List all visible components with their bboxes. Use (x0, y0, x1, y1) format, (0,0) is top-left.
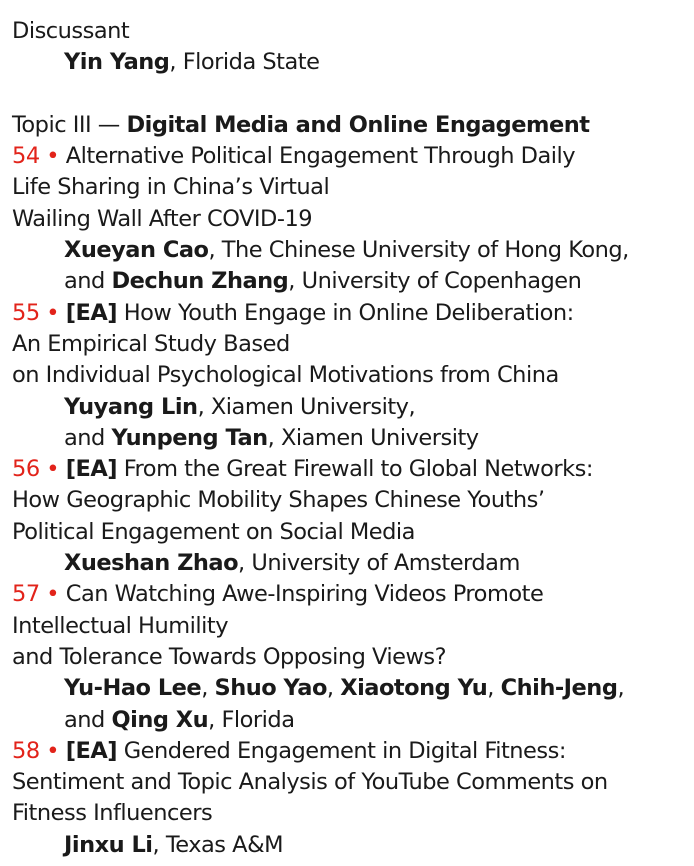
discussant-author (12, 47, 684, 78)
topic-prefix: Topic III — (12, 111, 127, 138)
author-affiliation: , University of Amsterdam (238, 550, 520, 577)
author-line (12, 673, 684, 704)
author-line (12, 705, 684, 736)
author-affiliation: , Xiamen University, (197, 393, 416, 420)
title-line (12, 360, 684, 391)
author-name: Xiaotong Yu (340, 675, 488, 702)
title-line (12, 579, 684, 610)
ea-badge: [EA] (65, 456, 118, 483)
paper-title-text: How Youth Engage in Online Deliberation: (117, 299, 574, 326)
author-name: Dechun Zhang (111, 268, 289, 295)
author-conjunction: and (64, 268, 112, 295)
paper-number: 57 (12, 581, 47, 608)
title-line (12, 141, 684, 172)
ea-badge: [EA] (65, 737, 118, 764)
title-line (12, 767, 684, 798)
paper-title-text: From the Great Firewall to Global Networks: (117, 456, 593, 483)
author-affiliation: , University of Copenhagen (288, 268, 582, 295)
topic-title: Digital Media and Online Engagement (126, 111, 590, 138)
paper-title-text: Gendered Engagement in Digital Fitness: (117, 737, 566, 764)
author-affiliation: , (617, 675, 625, 702)
author-name: Xueshan Zhao (64, 550, 239, 577)
paper-title-text: Life Sharing in China’s Virtual (12, 174, 330, 201)
paper-title-text: Sentiment and Topic Analysis of YouTube Comments on (12, 769, 608, 796)
title-line (12, 485, 684, 516)
author-name: Xueyan Cao (64, 237, 209, 264)
title-line (12, 798, 684, 829)
title-line (12, 736, 684, 767)
paper-number: 55 (12, 299, 47, 326)
author-line (12, 392, 684, 423)
title-line (12, 642, 684, 673)
title-line (12, 517, 684, 548)
bullet-icon: • (46, 299, 60, 326)
author-separator: , (326, 675, 341, 702)
author-line (12, 266, 684, 297)
author-separator: , (487, 675, 501, 702)
author-affiliation: , Xiamen University (267, 424, 479, 451)
paper-entry (12, 141, 684, 297)
author-affiliation: , Florida State (169, 49, 320, 76)
bullet-icon: • (46, 143, 60, 170)
paper-number: 58 (12, 737, 47, 764)
paper-number: 54 (12, 143, 47, 170)
author-name: Jinxu Li (64, 831, 153, 858)
author-line (12, 830, 684, 861)
paper-entry (12, 298, 684, 454)
paper-title-text: on Individual Psychological Motivations from China (12, 362, 559, 389)
author-name: Yin Yang (64, 49, 170, 76)
ea-badge: [EA] (65, 299, 118, 326)
paper-title-text: Can Watching Awe-Inspiring Videos Promote (65, 581, 544, 608)
paper-title-text: Alternative Political Engagement Through Daily (65, 143, 576, 170)
author-line (12, 235, 684, 266)
author-conjunction: and (64, 424, 112, 451)
title-line (12, 172, 684, 203)
paper-entry (12, 736, 684, 861)
spacer (12, 79, 684, 110)
title-line (12, 611, 684, 642)
paper-title-text: An Empirical Study Based (12, 330, 290, 357)
author-affiliation: , Florida (208, 706, 295, 733)
bullet-icon: • (46, 456, 60, 483)
discussant-label: Discussant (12, 18, 130, 44)
paper-title-text: Fitness Influencers (12, 800, 213, 827)
author-line (12, 548, 684, 579)
paper-title-text: Political Engagement on Social Media (12, 518, 415, 545)
paper-entry (12, 454, 684, 579)
paper-title-text: Intellectual Humility (12, 612, 229, 639)
author-affiliation: , The Chinese University of Hong Kong, (208, 237, 629, 264)
title-line (12, 204, 684, 235)
bullet-icon: • (46, 737, 60, 764)
author-name: Yu-Hao Lee (64, 675, 202, 702)
author-separator: , (201, 675, 215, 702)
author-line (12, 423, 684, 454)
author-name: Qing Xu (111, 706, 209, 733)
paper-title-text: How Geographic Mobility Shapes Chinese Youths’ (12, 487, 545, 514)
author-name: Yunpeng Tan (111, 424, 268, 451)
title-line (12, 298, 684, 329)
author-name: Yuyang Lin (64, 393, 198, 420)
session-entries (12, 141, 684, 861)
author-name: Chih-Jeng (500, 675, 618, 702)
author-conjunction: and (64, 706, 112, 733)
paper-number: 56 (12, 456, 47, 483)
title-line (12, 454, 684, 485)
paper-entry (12, 579, 684, 735)
paper-title-text: and Tolerance Towards Opposing Views? (12, 643, 447, 670)
paper-title-text: Wailing Wall After COVID-19 (12, 205, 313, 232)
bullet-icon: • (46, 581, 60, 608)
topic-heading (12, 110, 684, 141)
title-line (12, 329, 684, 360)
author-name: Shuo Yao (214, 675, 327, 702)
author-affiliation: , Texas A&M (152, 831, 284, 858)
